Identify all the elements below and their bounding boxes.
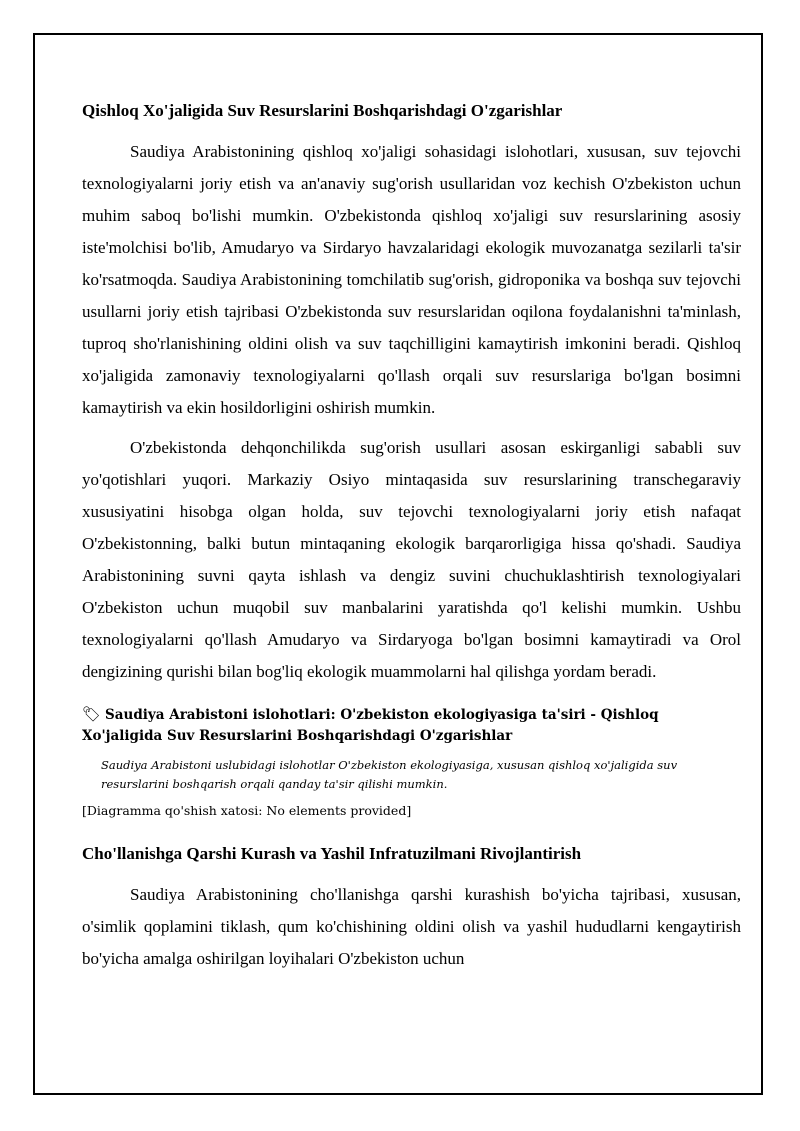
- paragraph: Saudiya Arabistonining qishloq xo'jaligi sohasidagi islohotlari, xususan, suv tejovchi texnologiyalarni joriy etish va an'anaviy sug'orish usullaridan voz kechish O'zbekiston uchun muhim saboq bo'lishi mumkin. O'zbekistonda qishloq xo'jaligi suv resurslarining asosiy iste'molchisi bo'lib, Amudaryo va Sirdaryo havzalaridagi ekologik muvozanatga sezilarli ta'sir ko'rsatmoqda. Saudiya Arabistonining tomchilatib sug'orish, gidroponika va boshqa suv tejovchi usullarni joriy etish tajribasi O'zbekistonda suv resurslaridan oqilona foydalanishni ta'minlash, tuproq sho'rlanishining oldini olish va suv taqchilligini kamaytirish imkonini beradi. Qishloq xo'jaligida zamonaviy texnologiyalarni qo'llash orqali suv resurslariga bo'lgan bosimni kamaytirish va ekin hosildorligini oshirish mumkin.: [82, 142, 741, 417]
- section-heading-water: Qishloq Xo'jaligida Suv Resurslarini Boshqarishdagi O'zgarishlar: [82, 101, 563, 120]
- figure-title: [82, 704, 741, 747]
- figure-title-text: Saudiya Arabistoni islohotlari: O'zbekiston ekologiyasiga ta'siri - Qishloq Xo'jaligida Suv Resurslarini Boshqarishdagi O'zgarishlar: [82, 707, 659, 744]
- tag-icon: 🏷: [82, 705, 102, 723]
- paragraph: Saudiya Arabistonining cho'llanishga qarshi kurashish bo'yicha tajribasi, xususan, o'simlik qoplamini tiklash, qum ko'chishining oldini olish va yashil hududlarni kengaytirish bo'yicha amalga oshirilgan loyihalari O'zbekiston uchun: [82, 885, 741, 968]
- figure-caption: Saudiya Arabistoni uslubidagi islohotlar O'zbekiston ekologiyasiga, xususan qishloq xo'jaligida suv resurslarini boshqarish orqali qanday ta'sir qilishi mumkin.: [101, 758, 678, 791]
- paragraph: O'zbekistonda dehqonchilikda sug'orish usullari asosan eskirganligi sababli suv yo'qotishlari yuqori. Markaziy Osiyo mintaqasida suv resurslarining transchegaraviy xususiyatini hisobga olgan holda, suv tejovchi texnologiyalarni joriy etish nafaqat O'zbekistonning, balki butun mintaqaning ekologik barqarorligiga hissa qo'shadi. Saudiya Arabistonining suvni qayta ishlash va dengiz suvini chuchuklashtirish texnologiyalari O'zbekiston uchun muqobil suv manbalarini yaratishda qo'l kelishi mumkin. Ushbu texnologiyalarni qo'llash Amudaryo va Sirdaryoga bo'lgan bosimni kamaytiradi va Orol dengizining qurishi bilan bog'liq ekologik muammolarni hal qilishga yordam beradi.: [82, 438, 741, 681]
- diagram-error-message: [Diagramma qo'shish xatosi: No elements provided]: [82, 803, 412, 818]
- section-heading-desertification: Cho'llanishga Qarshi Kurash va Yashil Infratuzilmani Rivojlantirish: [82, 844, 582, 863]
- figure-block: [82, 704, 741, 820]
- document-body: [82, 100, 741, 975]
